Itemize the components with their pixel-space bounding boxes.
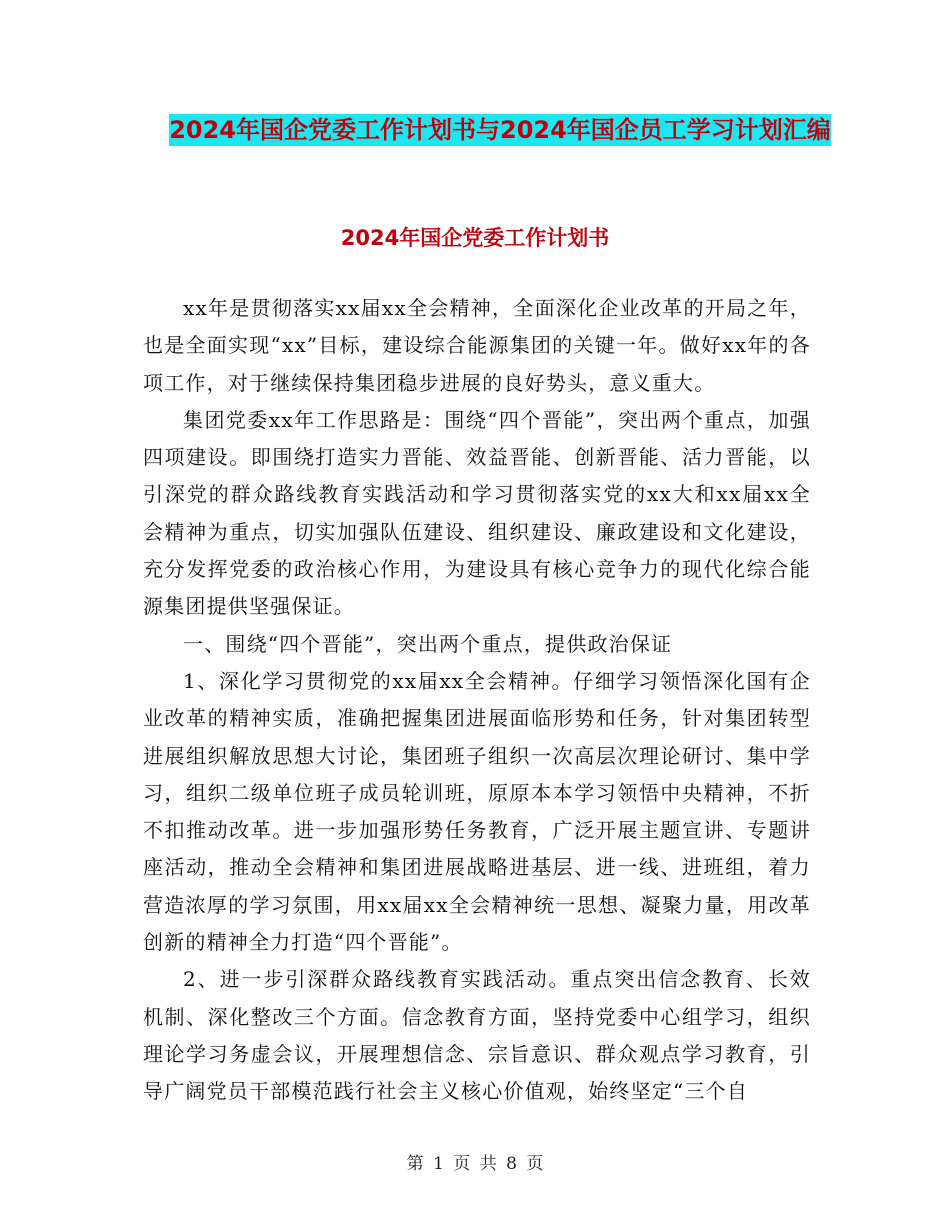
page-footer: 第 1 页 共 8 页	[406, 1154, 544, 1174]
paragraph-2: 集团党委xx年工作思路是：围绕“四个晋能”，突出两个重点，加强四项建设。即围绕打造实力晋能、效益晋能、创新晋能、活力晋能，以引深党的群众路线教育实践活动和学习贯彻落实党的xx大和xx届xx全会精神为重点，切实加强队伍建设、组织建设、廉政建设和文化建设，充分发挥党委的政治核心作用，为建设具有核心竞争力的现代化综合能源集团提供坚强保证。	[143, 407, 811, 619]
document-body	[143, 290, 811, 1111]
document-title-text: 2024年国企党委工作计划书与2024年国企员工学习计划汇编	[169, 116, 831, 144]
paragraph-1: xx年是贯彻落实xx届xx全会精神，全面深化企业改革的开局之年，也是全面实现“xx”目标，建设综合能源集团的关键一年。做好xx年的各项工作，对于继续保持集团稳步进展的良好势头，意义重大。	[143, 296, 811, 395]
paragraph-4: 1、深化学习贯彻党的xx届xx全会精神。仔细学习领悟深化国有企业改革的精神实质，准确把握集团进展面临形势和任务，针对集团转型进展组织解放思想大讨论，集团班子组织一次高层次理论研讨、集中学习，组织二级单位班子成员轮训班，原原本本学习领悟中央精神，不折不扣推动改革。进一步加强形势任务教育，广泛开展主题宣讲、专题讲座活动，推动全会精神和集团进展战略进基层、进一线、进班组，着力营造浓厚的学习氛围，用xx届xx全会精神统一思想、凝聚力量，用改革创新的精神全力打造“四个晋能”。	[143, 668, 811, 955]
section-title: 2024年国企党委工作计划书	[340, 226, 610, 250]
document-title	[130, 104, 870, 156]
paragraph-3: 一、围绕“四个晋能”，突出两个重点，提供政治保证	[183, 631, 673, 656]
paragraph-5: 2、进一步引深群众路线教育实践活动。重点突出信念教育、长效机制、深化整改三个方面。信念教育方面，坚持党委中心组学习，组织理论学习务虚会议，开展理想信念、宗旨意识、群众观点学习教育，引导广阔党员干部模范践行社会主义核心价值观，始终坚定“三个自	[143, 967, 811, 1104]
